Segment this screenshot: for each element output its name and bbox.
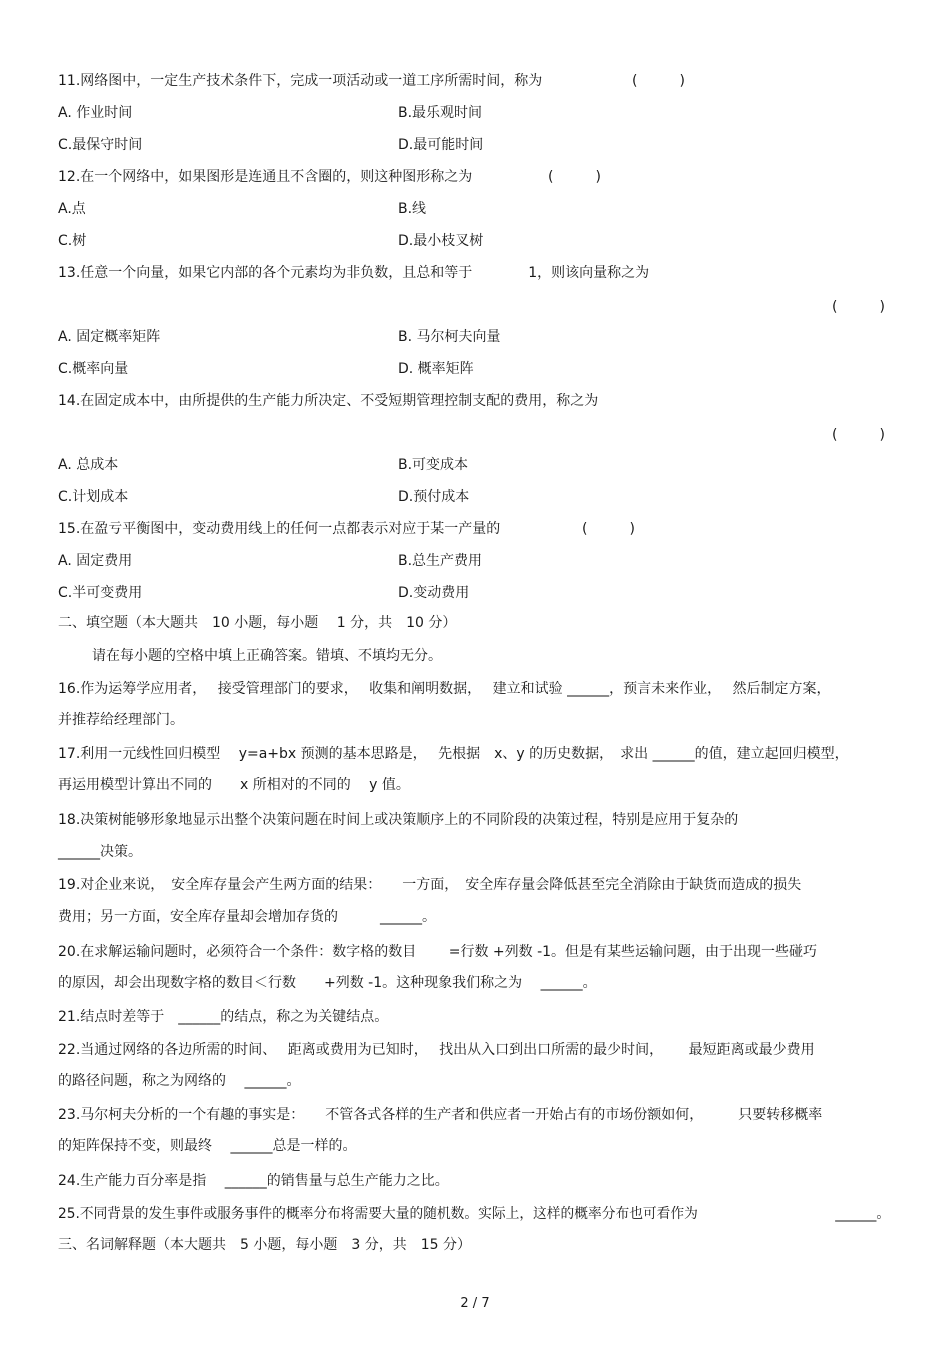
fill-question-line: 25.不同背景的发生事件或服务事件的概率分布将需要大量的随机数。实际上，这样的概率分布也可看作为 ______。 xyxy=(58,1206,891,1222)
question-stem: 14.在固定成本中，由所提供的生产能力所决定、不受短期管理控制支配的费用，称之为 xyxy=(58,393,599,409)
section-heading: 二、填空题（本大题共 10 小题，每小题 1 分，共 10 分） xyxy=(58,615,457,631)
fill-question-line: 17.利用一元线性回归模型 y=a+bx 预测的基本思路是， 先根据 x、y 的历史数据， 求出 ______的值，建立起回归模型， xyxy=(58,746,849,762)
fill-question-line: 的原因，却会出现数字格的数目＜行数 +列数 -1。这种现象我们称之为 ______。 xyxy=(58,975,597,991)
option-a: A. 总成本 xyxy=(58,457,119,473)
option-c: C.概率向量 xyxy=(58,361,129,377)
option-b: B.可变成本 xyxy=(398,457,469,473)
answer-parentheses: ( ) xyxy=(582,521,635,537)
answer-parentheses: ( ) xyxy=(548,169,601,185)
option-d: D. 概率矩阵 xyxy=(398,361,474,377)
fill-question-line: 的路径问题，称之为网络的 ______。 xyxy=(58,1073,301,1089)
option-a: A. 固定费用 xyxy=(58,553,133,569)
answer-parentheses: ( ) xyxy=(832,427,885,443)
fill-question-line: 18.决策树能够形象地显示出整个决策问题在时间上或决策顺序上的不同阶段的决策过程，特别是应用于复杂的 xyxy=(58,812,739,828)
question-stem: 12.在一个网络中，如果图形是连通且不含圈的，则这种图形称之为 xyxy=(58,169,473,185)
option-d: D.预付成本 xyxy=(398,489,470,505)
option-a: A. 固定概率矩阵 xyxy=(58,329,161,345)
fill-question-line: 22.当通过网络的各边所需的时间、 距离或费用为已知时， 找出从入口到出口所需的最少时间， 最短距离或最少费用 xyxy=(58,1042,815,1058)
option-b: B.线 xyxy=(398,201,427,217)
option-b: B.最乐观时间 xyxy=(398,105,483,121)
option-d: D.变动费用 xyxy=(398,585,470,601)
answer-parentheses: ( ) xyxy=(632,73,685,89)
option-b: B.总生产费用 xyxy=(398,553,483,569)
fill-question-line: 20.在求解运输问题时，必须符合一个条件：数字格的数目 =行数 +列数 -1。但是有某些运输问题，由于出现一些碰巧 xyxy=(58,944,818,960)
fill-question-line: 的矩阵保持不变，则最终 ______总是一样的。 xyxy=(58,1138,357,1154)
fill-question-line: 19.对企业来说， 安全库存量会产生两方面的结果： 一方面， 安全库存量会降低甚至完全消除由于缺货而造成的损失 xyxy=(58,877,802,893)
option-d: D.最小枝叉树 xyxy=(398,233,484,249)
fill-question-line: 23.马尔柯夫分析的一个有趣的事实是： 不管各式各样的生产者和供应者一开始占有的市场份额如何， 只要转移概率 xyxy=(58,1107,823,1123)
question-stem: 11.网络图中，一定生产技术条件下，完成一项活动或一道工序所需时间，称为 xyxy=(58,73,543,89)
section-instruction: 请在每小题的空格中填上正确答案。错填、不填均无分。 xyxy=(92,648,442,664)
option-c: C.计划成本 xyxy=(58,489,129,505)
answer-parentheses: ( ) xyxy=(832,299,885,315)
question-stem: 13.任意一个向量，如果它内部的各个元素均为非负数，且总和等于 1，则该向量称之为 xyxy=(58,265,650,281)
fill-question-line: 21.结点时差等于 ______的结点，称之为关键结点。 xyxy=(58,1009,389,1025)
option-a: A. 作业时间 xyxy=(58,105,133,121)
page-number: 2 / 7 xyxy=(460,1296,490,1311)
question-stem: 15.在盈亏平衡图中，变动费用线上的任何一点都表示对应于某一产量的 xyxy=(58,521,501,537)
fill-question-line: 并推荐给经理部门。 xyxy=(58,712,184,728)
fill-question-line: 再运用模型计算出不同的 x 所相对的不同的 y 值。 xyxy=(58,777,410,793)
option-c: C.最保守时间 xyxy=(58,137,143,153)
section-heading: 三、名词解释题（本大题共 5 小题，每小题 3 分，共 15 分） xyxy=(58,1237,471,1253)
fill-question-line: 16.作为运筹学应用者， 接受管理部门的要求， 收集和阐明数据， 建立和试验 ______，预言未来作业， 然后制定方案， xyxy=(58,681,831,697)
fill-question-line: ______决策。 xyxy=(58,844,142,860)
option-d: D.最可能时间 xyxy=(398,137,484,153)
option-b: B. 马尔柯夫向量 xyxy=(398,329,501,345)
fill-question-line: 费用；另一方面，安全库存量却会增加存货的 ______。 xyxy=(58,909,436,925)
option-c: C.树 xyxy=(58,233,87,249)
option-c: C.半可变费用 xyxy=(58,585,143,601)
option-a: A.点 xyxy=(58,201,86,217)
fill-question-line: 24.生产能力百分率是指 ______的销售量与总生产能力之比。 xyxy=(58,1173,449,1189)
